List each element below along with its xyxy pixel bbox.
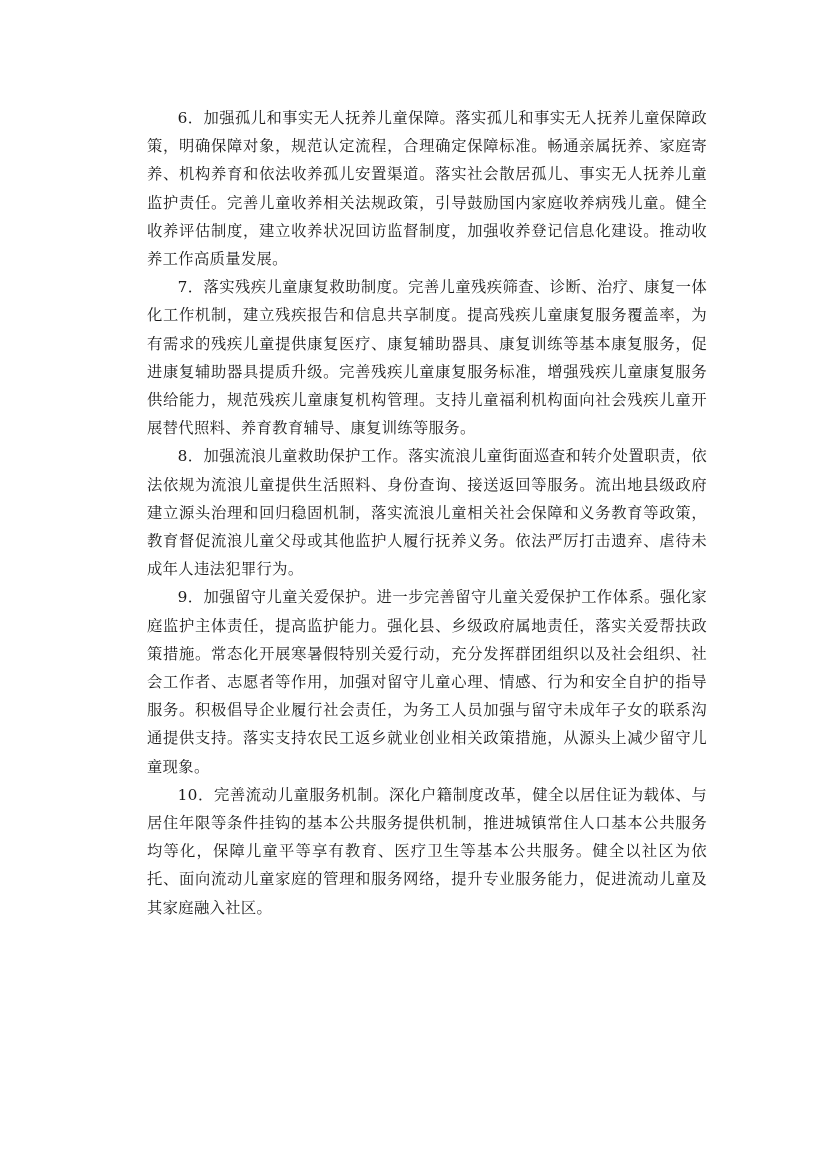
paragraph-item-6: 6．加强孤儿和事实无人抚养儿童保障。落实孤儿和事实无人抚养儿童保障政策，明确保障对象，规范认定流程，合理确定保障标准。畅通亲属抚养、家庭寄养、机构养育和依法收养孤儿安置渠道。落实社会散居孤儿、事实无人抚养儿童监护责任。完善儿童收养相关法规政策，引导鼓励国内家庭收养病残儿童。健全收养评估制度，建立收养状况回访监督制度，加强收养登记信息化建设。推动收养工作高质量发展。 <box>147 109 707 269</box>
document-body <box>147 104 707 922</box>
paragraph-item-8: 8．加强流浪儿童救助保护工作。落实流浪儿童街面巡查和转介处置职责，依法依规为流浪儿童提供生活照料、身份查询、接送返回等服务。流出地县级政府建立源头治理和回归稳固机制，落实流浪儿童相关社会保障和义务教育等政策，教育督促流浪儿童父母或其他监护人履行抚养义务。依法严厉打击遗弃、虐待未成年人违法犯罪行为。 <box>147 447 707 579</box>
paragraph-item-10: 10．完善流动儿童服务机制。深化户籍制度改革，健全以居住证为载体、与居住年限等条件挂钩的基本公共服务提供机制，推进城镇常住人口基本公共服务均等化，保障儿童平等享有教育、医疗卫生等基本公共服务。健全以社区为依托、面向流动儿童家庭的管理和服务网络，提升专业服务能力，促进流动儿童及其家庭融入社区。 <box>147 785 707 917</box>
paragraph-item-7: 7．落实残疾儿童康复救助制度。完善儿童残疾筛查、诊断、治疗、康复一体化工作机制，建立残疾报告和信息共享制度。提高残疾儿童康复服务覆盖率，为有需求的残疾儿童提供康复医疗、康复辅助器具、康复训练等基本康复服务，促进康复辅助器具提质升级。完善残疾儿童康复服务标准，增强残疾儿童康复服务供给能力，规范残疾儿童康复机构管理。支持儿童福利机构面向社会残疾儿童开展替代照料、养育教育辅导、康复训练等服务。 <box>147 278 707 438</box>
paragraph-item-9: 9．加强留守儿童关爱保护。进一步完善留守儿童关爱保护工作体系。强化家庭监护主体责任，提高监护能力。强化县、乡级政府属地责任，落实关爱帮扶政策措施。常态化开展寒暑假特别关爱行动，充分发挥群团组织以及社会组织、社会工作者、志愿者等作用，加强对留守儿童心理、情感、行为和安全自护的指导服务。积极倡导企业履行社会责任，为务工人员加强与留守未成年子女的联系沟通提供支持。落实支持农民工返乡就业创业相关政策措施，从源头上减少留守儿童现象。 <box>147 588 707 776</box>
